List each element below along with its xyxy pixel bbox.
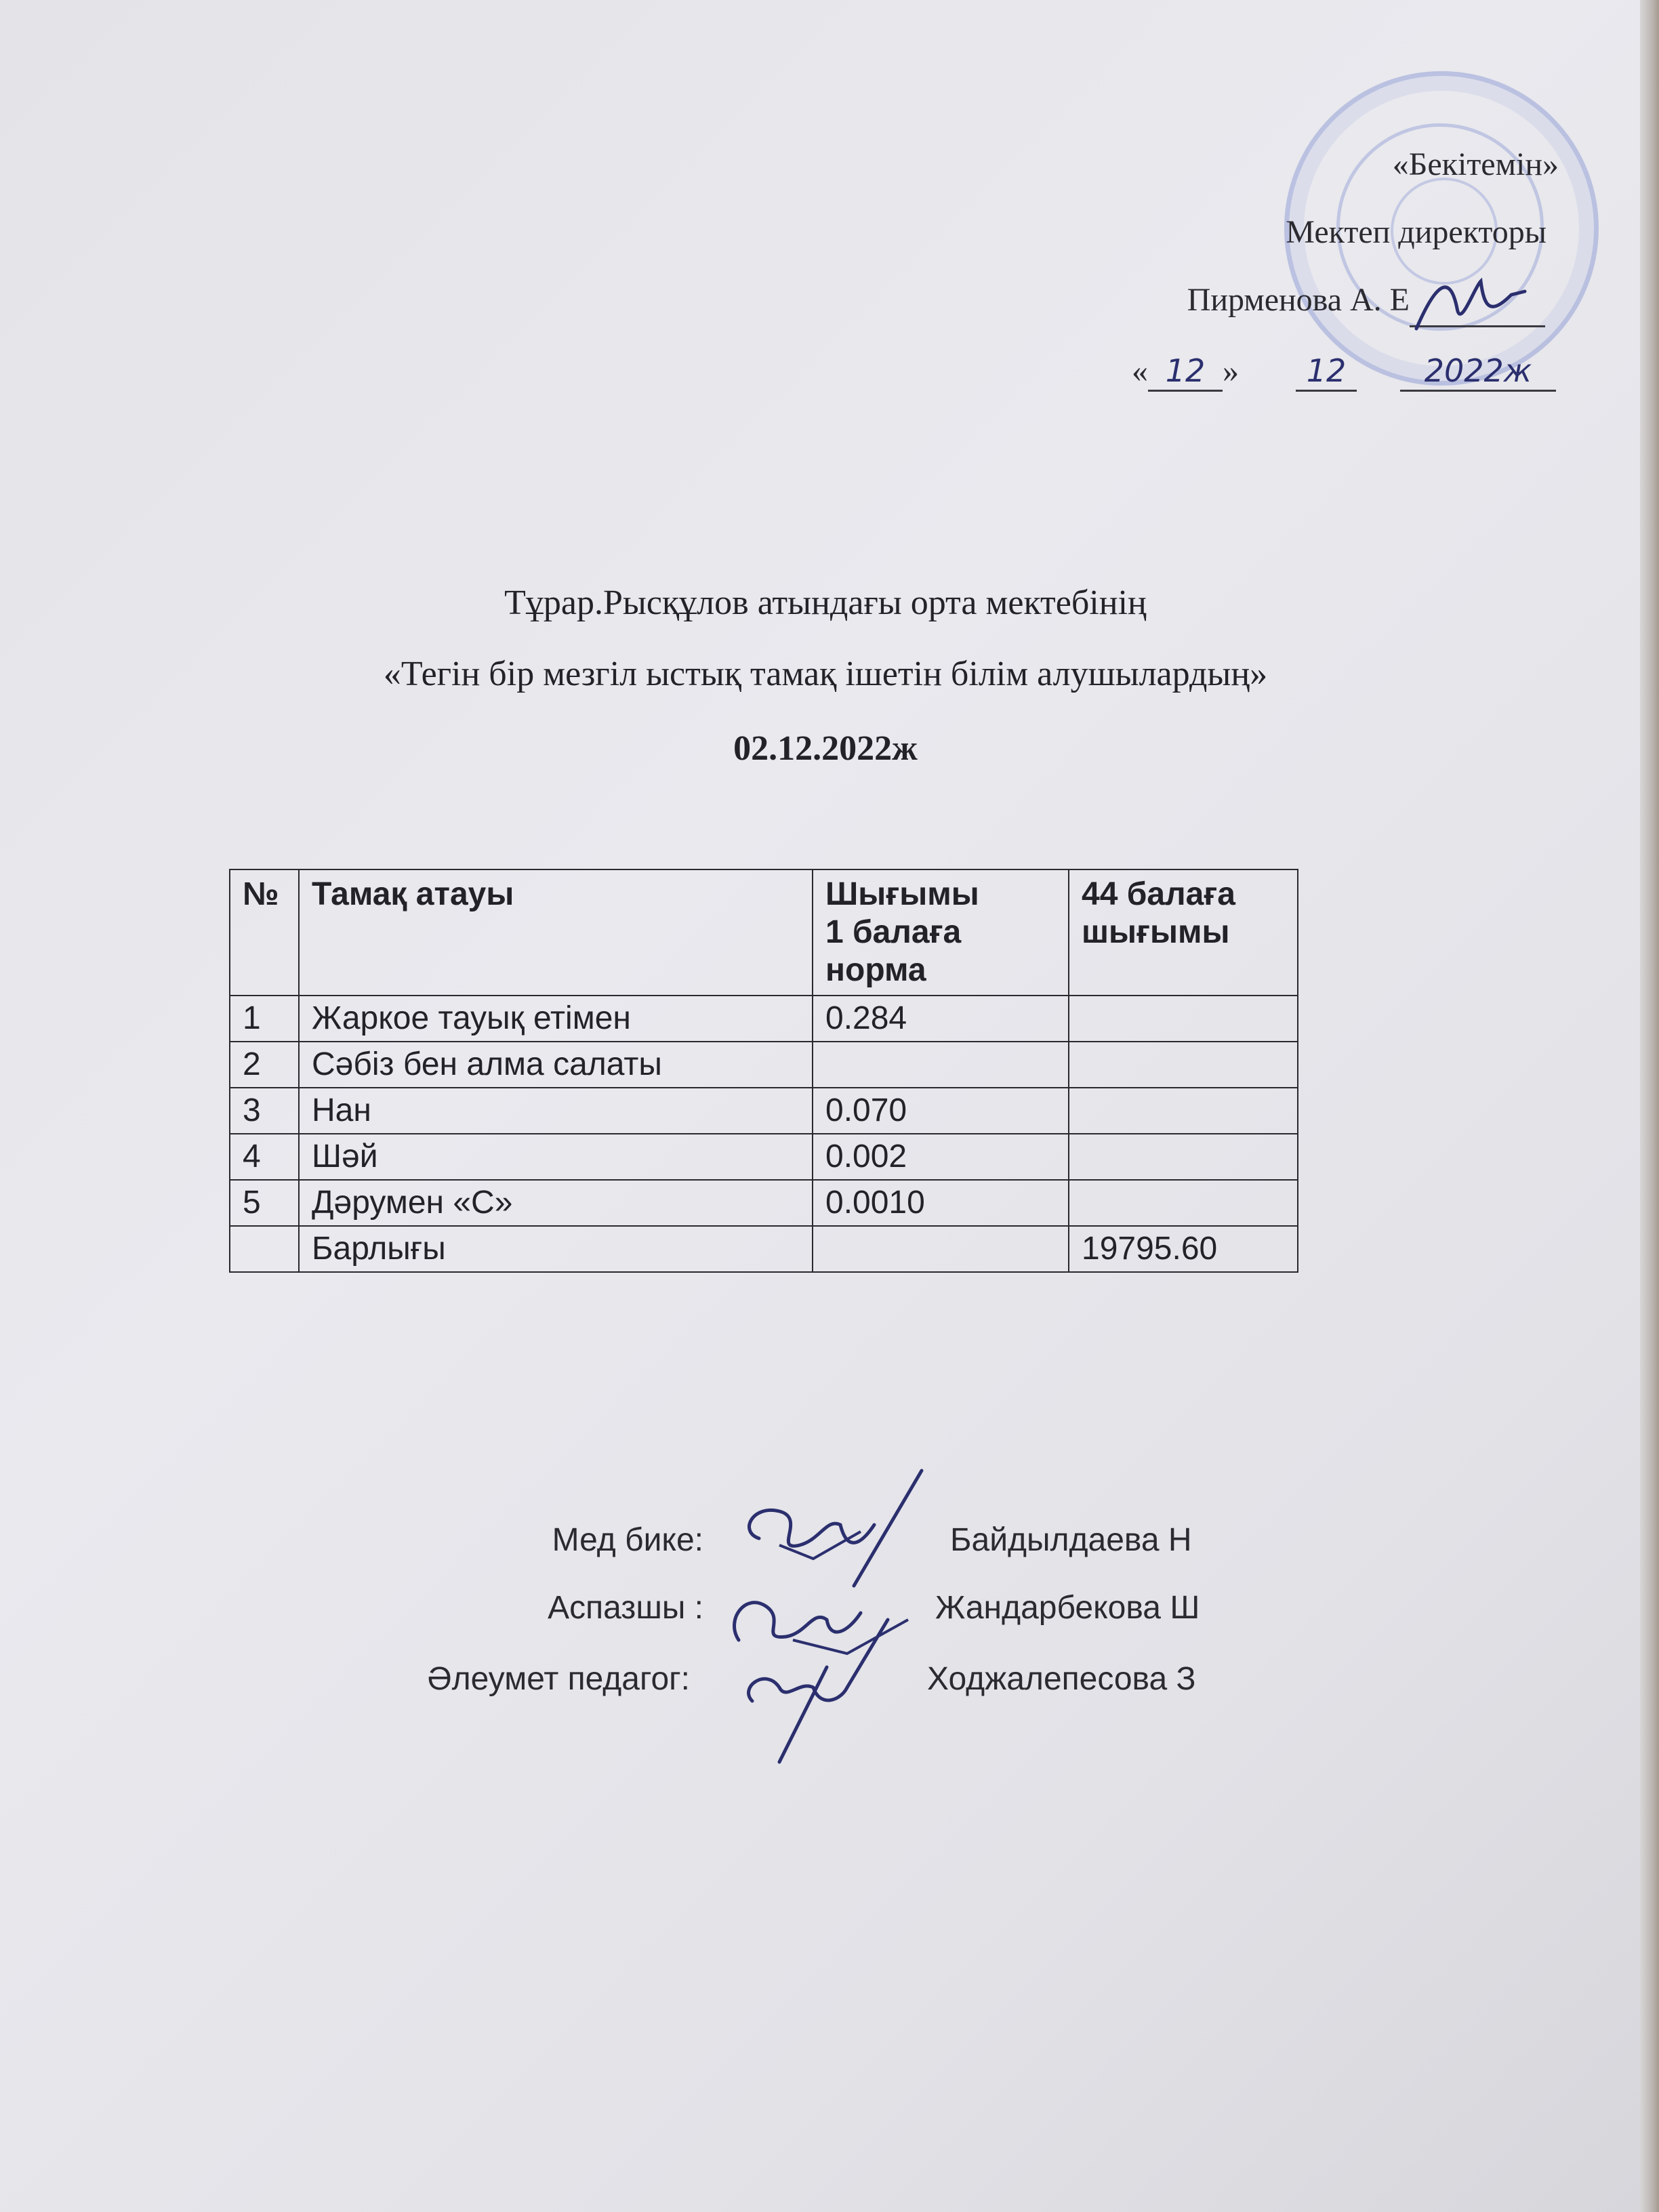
signature-name-nurse: Байдылдаева Н: [950, 1522, 1192, 1558]
row-total: [1069, 1134, 1298, 1180]
row-norm: 0.0010: [813, 1180, 1069, 1226]
column-header-dish: Тамақ атауы: [299, 869, 813, 996]
total-norm: [813, 1226, 1069, 1272]
approval-block: [1071, 136, 1559, 434]
approval-date: [1132, 352, 1556, 392]
date-year: 2022ж: [1424, 352, 1532, 389]
menu-table: [229, 869, 1298, 1273]
table-row: [230, 1134, 1298, 1180]
total-number: [230, 1226, 299, 1272]
row-number: 5: [230, 1180, 299, 1226]
table-row: [230, 996, 1298, 1042]
row-total: [1069, 996, 1298, 1042]
approval-position: Мектеп директоры: [1286, 214, 1547, 250]
total-label: Барлығы: [299, 1226, 813, 1272]
approval-title: «Бекітемін»: [1392, 146, 1559, 182]
row-number: 4: [230, 1134, 299, 1180]
row-norm: 0.002: [813, 1134, 1069, 1180]
table-total-row: [230, 1226, 1298, 1272]
document-subject: «Тегін бір мезгіл ыстық тамақ ішетін білім алушылардың»: [383, 655, 1268, 693]
row-norm: [813, 1042, 1069, 1088]
total-value: 19795.60: [1069, 1226, 1298, 1272]
column-header-total: 44 балаға шығымы: [1069, 869, 1298, 996]
date-month: 12: [1306, 352, 1347, 389]
row-norm: 0.284: [813, 996, 1069, 1042]
row-dish-name: Жаркое тауық етімен: [299, 996, 813, 1042]
handwritten-signatures: [712, 1464, 956, 1776]
paper-edge: [1640, 0, 1659, 2212]
school-name: Тұрар.Рысқұлов атындағы орта мектебінің: [504, 583, 1147, 622]
signature-role-social-pedagogue: Әлеумет педагог:: [427, 1661, 690, 1697]
signature-role-cook: Аспазшы :: [548, 1590, 703, 1626]
row-total: [1069, 1180, 1298, 1226]
director-signature: [1410, 268, 1532, 342]
approval-director-name: Пирменова А. Е: [1187, 282, 1410, 318]
table-header-row: [230, 869, 1298, 996]
row-number: 1: [230, 996, 299, 1042]
row-dish-name: Сәбіз бен алма салаты: [299, 1042, 813, 1088]
row-norm: 0.070: [813, 1088, 1069, 1134]
date-close-quote: »: [1223, 353, 1239, 389]
row-dish-name: Дәрумен «С»: [299, 1180, 813, 1226]
date-day: 12: [1165, 352, 1206, 389]
date-open-quote: «: [1132, 353, 1148, 389]
column-header-norm: Шығымы 1 балаға норма: [813, 869, 1069, 996]
row-dish-name: Нан: [299, 1088, 813, 1134]
signature-role-nurse: Мед бике:: [552, 1522, 703, 1558]
table-row: [230, 1042, 1298, 1088]
document-date: 02.12.2022ж: [733, 729, 918, 768]
signature-name-cook: Жандарбекова Ш: [935, 1590, 1200, 1626]
table-row: [230, 1088, 1298, 1134]
row-total: [1069, 1088, 1298, 1134]
signature-name-social-pedagogue: Ходжалепесова З: [927, 1661, 1196, 1697]
table-row: [230, 1180, 1298, 1226]
row-dish-name: Шәй: [299, 1134, 813, 1180]
column-header-number: №: [230, 869, 299, 996]
row-total: [1069, 1042, 1298, 1088]
row-number: 2: [230, 1042, 299, 1088]
row-number: 3: [230, 1088, 299, 1134]
